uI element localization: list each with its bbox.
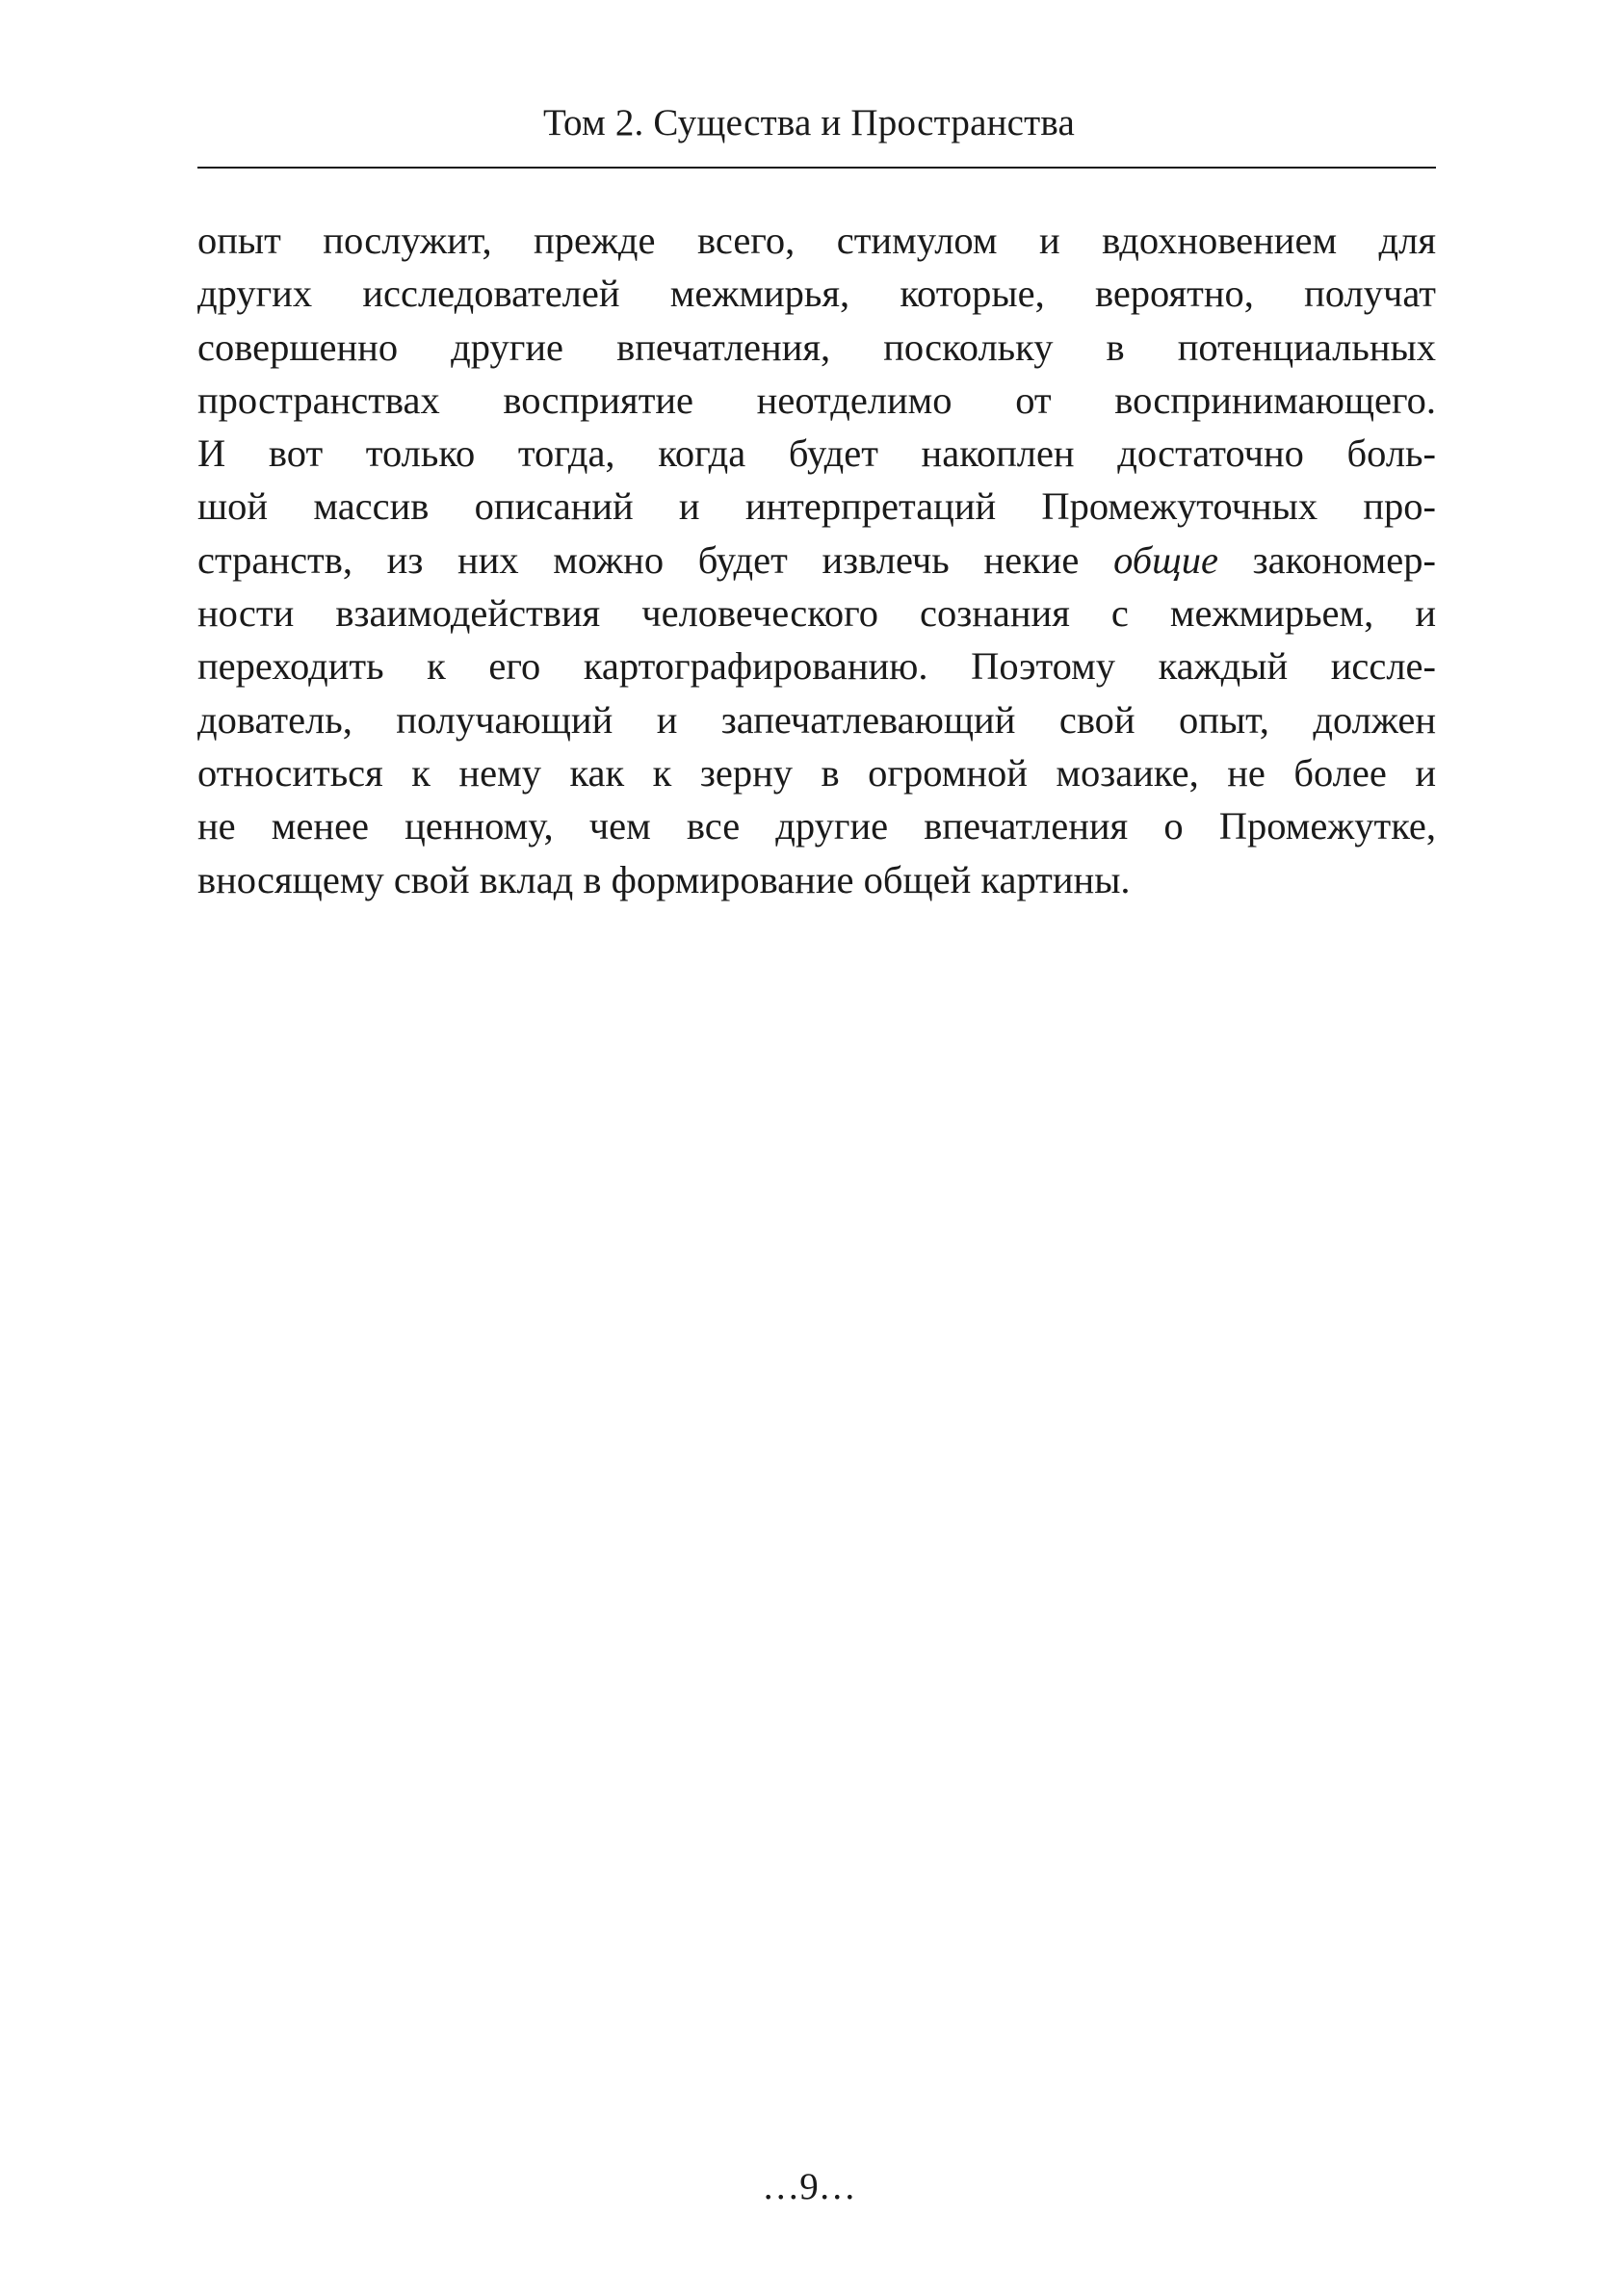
running-header: Том 2. Существа и Пространства: [542, 102, 1076, 144]
text-line: других исследователей межмирья, которые, вероятно, получат: [197, 272, 1436, 316]
text-run: закономер-: [1217, 537, 1437, 582]
text-line: шой массив описаний и интерпретаций Промежуточных про-: [197, 484, 1436, 529]
body-text: [197, 214, 1436, 906]
text-line: И вот только тогда, когда будет накоплен достаточно боль-: [197, 431, 1436, 476]
text-line: дователь, получающий и запечатлевающий свой опыт, должен: [197, 697, 1436, 742]
text-line: относиться к нему как к зерну в огромной мозаике, не более и: [197, 750, 1436, 795]
text-line-last: вносящему свой вклад в формирование общей картины.: [197, 857, 1131, 901]
emphasized-word: общие: [1113, 537, 1218, 582]
text-line: не менее ценному, чем все другие впечатления о Промежутке,: [197, 804, 1436, 848]
text-run: странств, из них можно будет извлечь некие: [197, 537, 1114, 582]
text-line: опыт послужит, прежде всего, стимулом и вдохновением для: [197, 219, 1436, 262]
header-rule: [197, 167, 1436, 169]
text-line: пространствах восприятие неотделимо от воспринимающего.: [197, 378, 1436, 422]
text-line: [197, 534, 1436, 587]
text-line: переходить к его картографированию. Поэтому каждый иссле-: [197, 644, 1436, 689]
text-line: совершенно другие впечатления, поскольку в потенциальных: [197, 325, 1436, 369]
page-number: …9…: [762, 2166, 856, 2207]
text-line: ности взаимодействия человеческого сознания с межмирьем, и: [197, 591, 1436, 636]
